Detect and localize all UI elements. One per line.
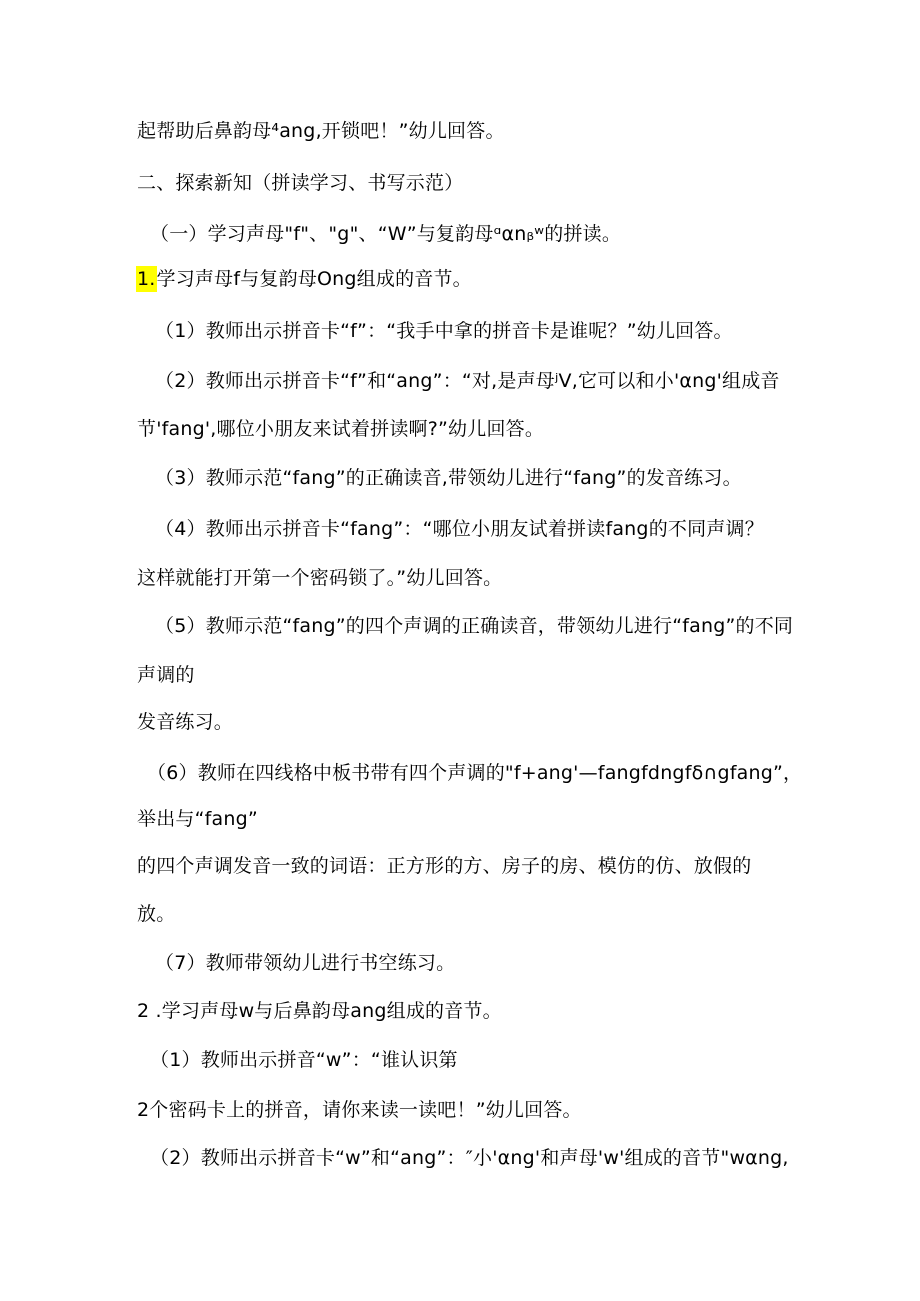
text-line: （3）教师示范“fang”的正确读音,带领幼儿进行“fang”的发音练习。 xyxy=(155,467,742,489)
text-line: 起帮助后鼻韵母⁴ang,开锁吧！”幼儿回答。 xyxy=(137,120,505,142)
subsection-heading: （一）学习声母"f"、"g"、“W”与复韵母ᵅαnᵦʷ的拼读。 xyxy=(150,223,622,245)
text-line: （1）教师出示拼音卡“f”：“我手中拿的拼音卡是谁呢？”幼儿回答。 xyxy=(155,320,733,342)
text-line: 发音练习。 xyxy=(137,711,234,733)
text-line: 放。 xyxy=(137,903,176,925)
numbered-item-2: 2 .学习声母w与后鼻韵母ang组成的音节。 xyxy=(137,1000,502,1022)
section-heading: 二、探索新知（拼读学习、书写示范） xyxy=(137,172,464,194)
text-line: （2）教师出示拼音卡“w”和“ang”：″小'αng'和声母'w'组成的音节"wαng, xyxy=(150,1147,789,1169)
text-line: 的四个声调发音一致的词语：正方形的方、房子的房、模仿的仿、放假的 xyxy=(137,855,752,877)
text-line: 这样就能打开第一个密码锁了。”幼儿回答。 xyxy=(137,567,503,589)
text-line: （4）教师出示拼音卡“fang”：“哪位小朋友试着拼读fang的不同声调？ xyxy=(155,518,764,540)
text-line: （2）教师出示拼音卡“f”和“ang”：“对,是声母ʲV,它可以和小'αng'组成音 xyxy=(155,370,780,392)
numbered-item-text: 学习声母f与复韵母Ong组成的音节。 xyxy=(156,268,472,290)
highlighted-number: 1. xyxy=(137,268,156,290)
text-line: 声调的 xyxy=(137,664,195,686)
text-line: （7）教师带领幼儿进行书空练习。 xyxy=(155,952,456,974)
text-line: （1）教师出示拼音“w”：“谁认识第 xyxy=(150,1049,458,1071)
text-line: （5）教师示范“fang”的四个声调的正确读音，带领幼儿进行“fang”的不同 xyxy=(155,615,794,637)
text-line: （6）教师在四线格中板书带有四个声调的"f+ang'—fangfdngfδ∩gfang”， xyxy=(147,762,803,784)
text-line: 节'fang',哪位小朋友来试着拼读啊?”幼儿回答。 xyxy=(137,418,545,440)
numbered-item-1 xyxy=(137,266,472,292)
text-line: 2个密码卡上的拼音，请你来读一读吧！”幼儿回答。 xyxy=(137,1099,582,1121)
text-line: 举出与“fang” xyxy=(137,808,258,830)
